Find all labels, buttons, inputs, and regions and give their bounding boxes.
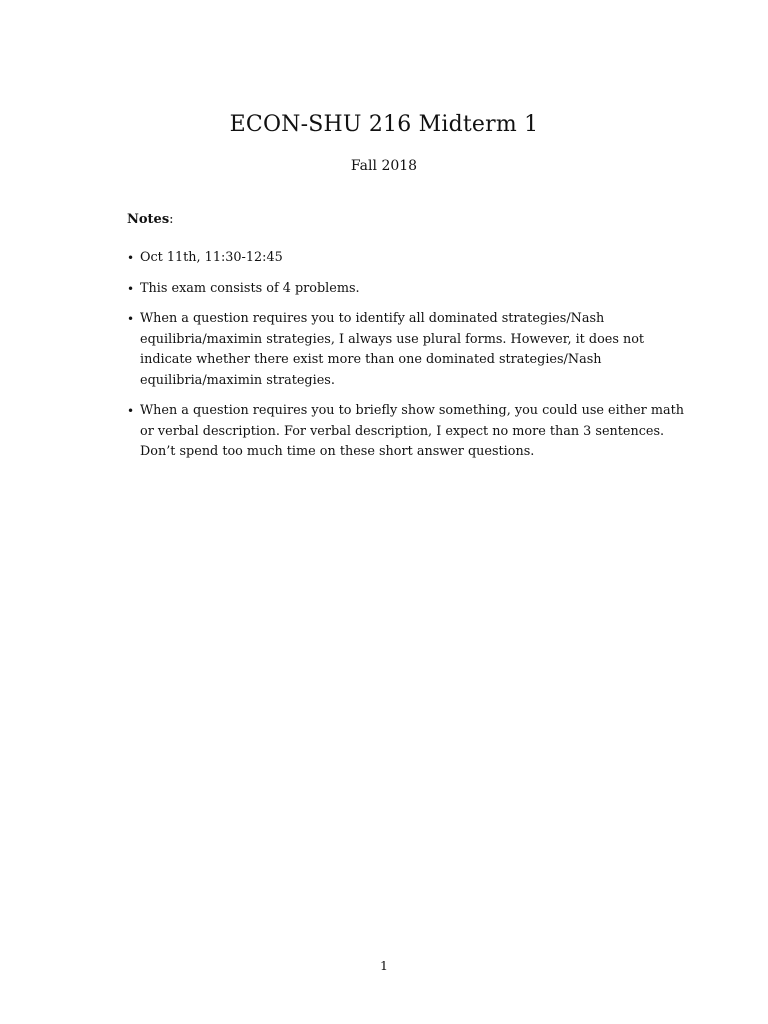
note-item-short-answers [127,401,697,463]
note-text: When a question requires you to identify all dominated strategies/Nash equilibria/maximin strategies, I always use plural forms. However, it does not indicate whether there exist more than one dominated strategies/Nash equilibria/maximin strategies. [140,311,645,388]
notes-heading [127,212,174,227]
note-item-date [127,248,697,269]
notes-colon: : [169,212,174,227]
note-text: This exam consists of 4 problems. [140,280,360,296]
notes-label: Notes [127,212,170,227]
document-title: ECON-SHU 216 Midterm 1 [229,112,539,137]
bullet-icon: • [127,404,135,418]
note-item-problems [127,279,697,300]
note-text: When a question requires you to briefly show something, you could use either math or verbal description. For verbal description, I expect no more than 3 sentences. Don’t spend too much time on these short answer questions. [140,403,684,459]
document-subtitle: Fall 2018 [350,158,418,174]
bullet-icon: • [127,281,135,296]
bullet-icon: • [127,251,135,265]
note-item-plural-forms [127,309,697,391]
note-text: Oct 11th, 11:30-12:45 [140,250,283,265]
bullet-icon: • [127,312,135,326]
notes-list [127,248,697,473]
page-number: 1 [380,958,388,973]
